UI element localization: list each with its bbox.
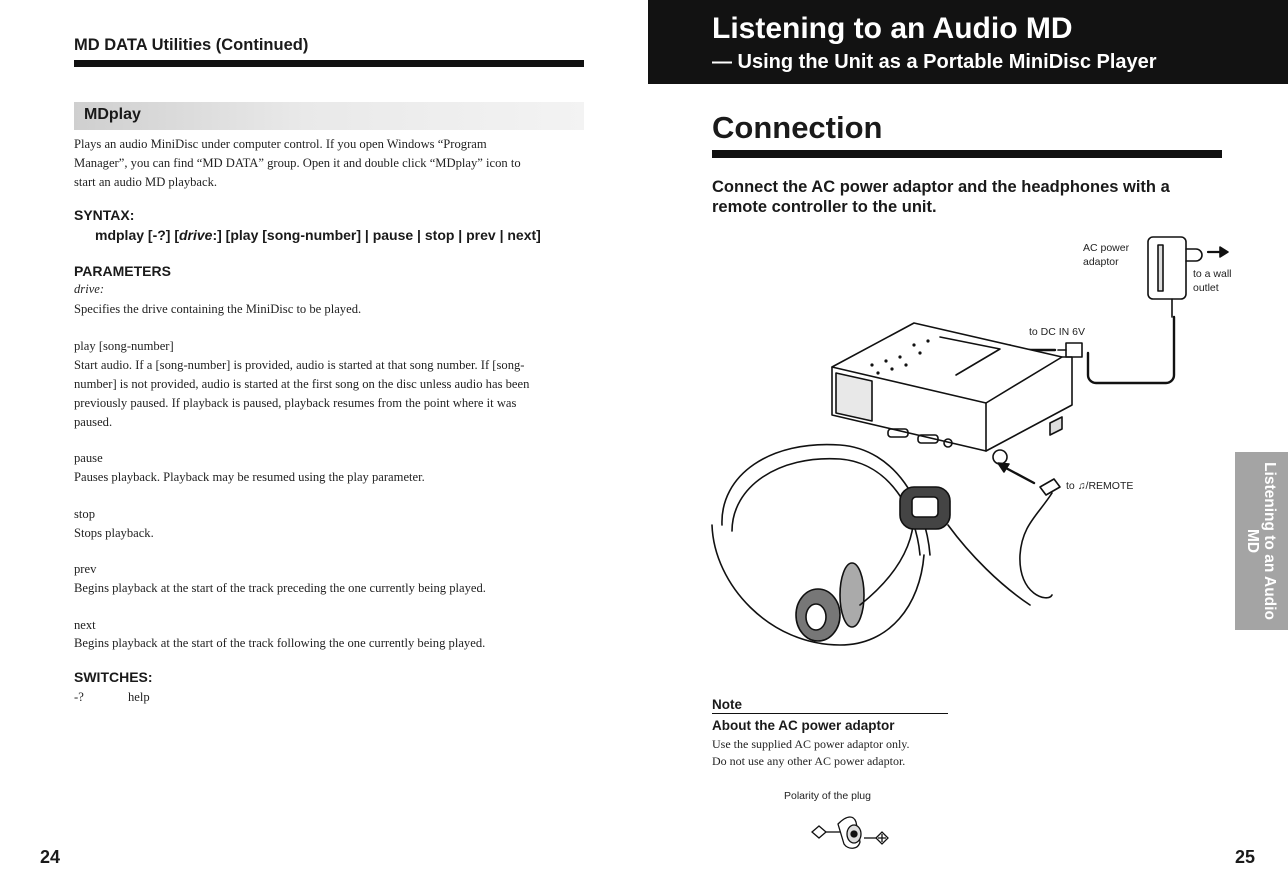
param-drive-label: drive: [74, 282, 105, 296]
label-adaptor: adaptor [1083, 256, 1119, 268]
param-stop-label: stop [74, 507, 95, 521]
intro-paragraph [74, 135, 574, 192]
headphones-icon [712, 445, 930, 645]
polarity-label: Polarity of the plug [784, 790, 871, 802]
label-wall: to a wall [1193, 268, 1232, 280]
play-line: Start audio. If a [song-number] is provided, audio is started at that song number. If [song- [74, 358, 525, 372]
running-header: MD DATA Utilities (Continued) [74, 36, 309, 54]
param-next-label: next [74, 618, 96, 632]
note-title: Note [712, 697, 742, 712]
dc-cable [1088, 317, 1174, 383]
instruction-text: Connect the AC power adaptor and the headphones with a remote controller to the unit. [712, 178, 1170, 216]
dc-plug-icon [1058, 343, 1082, 357]
play-line: previously paused. If playback is paused, playback resumes from the point where it was [74, 396, 517, 410]
param-stop-desc: Stops playback. [74, 526, 154, 540]
play-line: number] is not provided, audio is started at the first song on the disc unless audio has been [74, 377, 530, 391]
wall-arrow-icon [1208, 247, 1228, 257]
switches-heading: SWITCHES: [74, 669, 153, 685]
section-rule [712, 150, 1222, 158]
side-tab-label: Listening to an Audio MD [1244, 462, 1278, 620]
page-number-left: 24 [40, 847, 61, 867]
syntax-command-start: mdplay [-?] [ [95, 227, 179, 243]
parameters-heading: PARAMETERS [74, 263, 171, 279]
play-line: paused. [74, 415, 113, 429]
intro-line: Plays an audio MiniDisc under computer control. If you open Windows “Program [74, 137, 487, 151]
param-pause-desc: Pauses playback. Playback may be resumed using the play parameter. [74, 470, 425, 484]
note-body [712, 736, 910, 770]
label-outlet: outlet [1193, 282, 1219, 294]
section-title: MDplay [84, 106, 141, 123]
param-play-label: play [song-number] [74, 339, 174, 353]
syntax-drive: drive [179, 227, 213, 243]
remote-plug-icon [1020, 479, 1060, 598]
note-line: Do not use any other AC power adaptor. [712, 754, 906, 768]
section-title-box [74, 102, 584, 130]
switch-desc: help [128, 690, 150, 704]
chapter-title: Listening to an Audio MD [712, 12, 1073, 45]
note-rule [712, 713, 948, 714]
syntax-command [95, 227, 541, 243]
label-dc-in: to DC IN 6V [1029, 326, 1086, 338]
note-line: Use the supplied AC power adaptor only. [712, 737, 910, 751]
param-prev-label: prev [74, 562, 97, 576]
syntax-command-rest: :] [play [song-number] | pause | stop | prev | next] [212, 227, 541, 243]
param-next-desc: Begins playback at the start of the track following the one currently being played. [74, 636, 486, 650]
intro-line: start an audio MD playback. [74, 175, 218, 189]
param-prev-desc: Begins playback at the start of the track preceding the one currently being played. [74, 581, 486, 595]
syntax-heading: SYNTAX: [74, 207, 135, 223]
header-rule [74, 60, 584, 67]
chapter-subtitle: — Using the Unit as a Portable MiniDisc Player [712, 51, 1157, 73]
param-pause-label: pause [74, 451, 103, 465]
param-drive-desc: Specifies the drive containing the MiniDisc to be played. [74, 302, 362, 316]
section-title-connection: Connection [712, 110, 883, 145]
intro-line: Manager”, you can find “MD DATA” group. Open it and double click “MDplay” icon to [74, 156, 521, 170]
remote-arrow-icon [998, 463, 1034, 483]
minidisc-player-icon [832, 323, 1072, 464]
switch-flag: -? [74, 690, 84, 704]
note-subtitle: About the AC power adaptor [712, 718, 895, 733]
param-play-desc [74, 356, 574, 432]
plug-polarity-icon [808, 810, 898, 860]
connection-diagram [700, 225, 1240, 655]
label-ac-power: AC power [1083, 242, 1130, 254]
label-remote: to ♫/REMOTE [1066, 480, 1134, 492]
page-number-right: 25 [1235, 847, 1256, 867]
